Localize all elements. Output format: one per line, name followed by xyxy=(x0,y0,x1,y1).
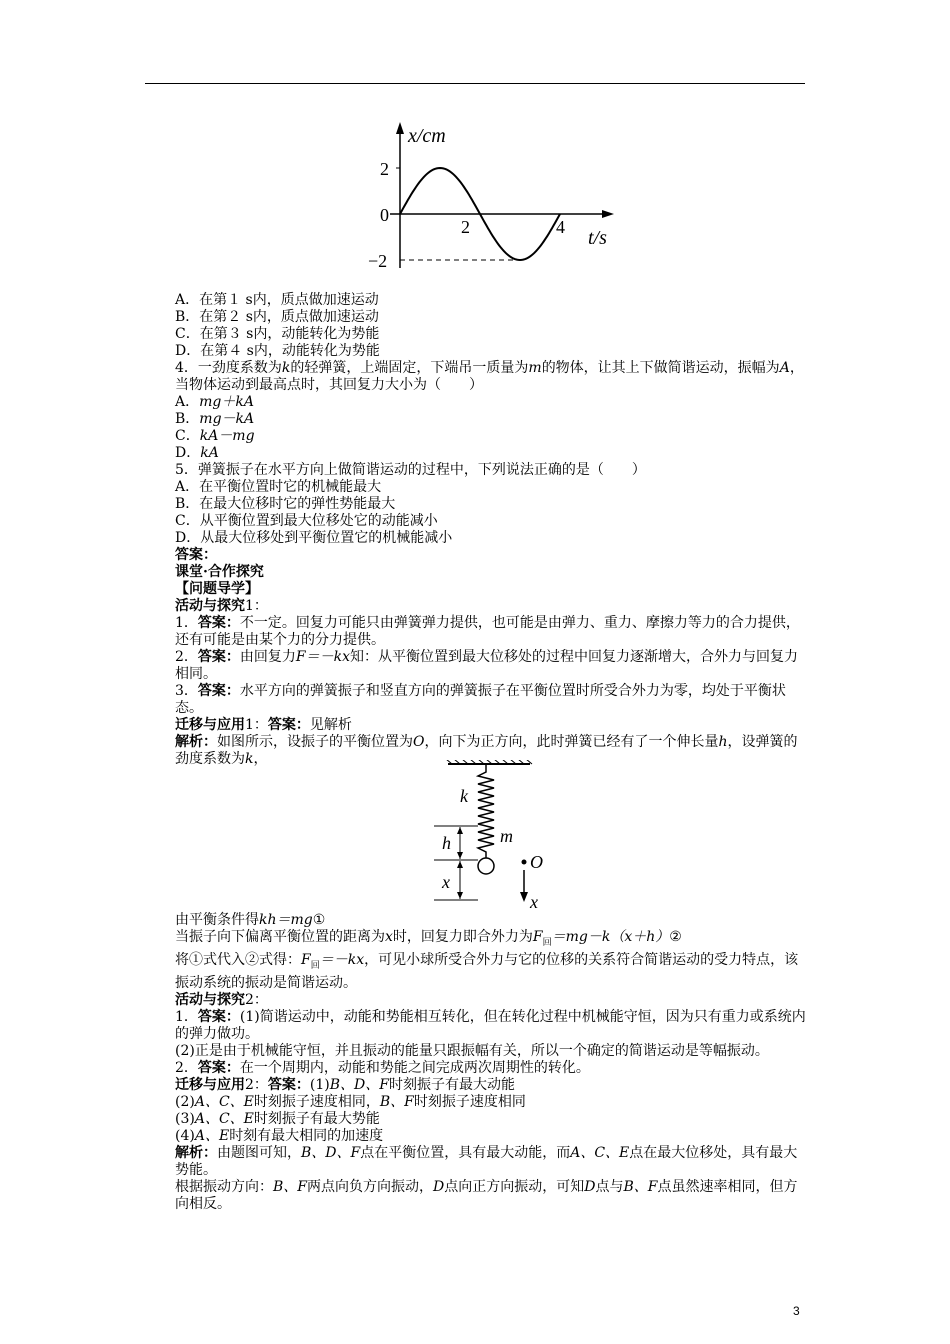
application-2-answer-3: (3)A、C、E时刻振子有最大势能 xyxy=(175,1110,380,1127)
spring-label-x-axis: x xyxy=(530,892,538,910)
derivation-line-2: 当振子向下偏离平衡位置的距离为x时，回复力即合外力为$F_回=mg-k(x+h)②$ xyxy=(175,929,682,948)
x-axis-arrow xyxy=(602,210,614,218)
q5-option-d: D．从最大位移处到平衡位置它的机械能减小 xyxy=(175,530,453,546)
spring-diagram xyxy=(420,760,560,910)
application-1-title: 迁移与应用1：答案：见解析 xyxy=(175,717,352,733)
activity-1-answer-1: 1．答案：不一定。回复力可能只由弹簧弹力提供，也可能是由弹力、重力、摩擦力等力的合力提供，还有可能是由某个力的分力提供。 xyxy=(175,615,800,648)
q5-option-b: B．在最大位移时它的弹性势能最大 xyxy=(175,496,396,512)
application-2-answer-1: 迁移与应用2：答案：(1)B、D、F时刻振子有最大动能 xyxy=(175,1076,515,1093)
option-d: D．在第４ s内，动能转化为势能 xyxy=(175,343,380,359)
x-axis-label: t/s xyxy=(588,227,607,249)
y-axis-arrow xyxy=(396,122,404,134)
option-c: C．在第３ s内，动能转化为势能 xyxy=(175,326,380,342)
spring-label-k: k xyxy=(460,786,468,806)
option-b: B．在第２ s内，质点做加速运动 xyxy=(175,309,379,325)
application-2-analysis-1: 解析：由题图可知，B、D、F点在平衡位置，具有最大动能，而A、C、E点在最大位移处，具有最大势能。 xyxy=(175,1144,798,1178)
x-arrow-up xyxy=(457,861,463,868)
derivation-and-answers xyxy=(175,912,807,1213)
y-axis-label: x/cm xyxy=(408,125,446,147)
activity-2-answer-2: 2．答案：在一个周期内，动能和势能之间完成两次周期性的转化。 xyxy=(175,1059,590,1076)
question-5-stem: 5．弹簧振子在水平方向上做简谐运动的过程中，下列说法正确的是（ ） xyxy=(175,462,646,478)
derivation-line-1: 由平衡条件得kh＝mg① xyxy=(175,912,326,928)
page-number: 3 xyxy=(793,1304,800,1318)
q5-option-c: C．从平衡位置到最大位移处它的动能减小 xyxy=(175,513,438,529)
x-arrow-down xyxy=(457,892,463,899)
activity-1-answer-2: 2．答案：由回复力F＝－kx知：从平衡位置到最大位移处的过程中回复力逐渐增大，合外力与回复力相同。 xyxy=(175,649,799,682)
spring-label-h: h xyxy=(442,833,451,853)
activity-2-answer-1: 1．答案：(1)简谐运动中，动能和势能相互转化，但在转化过程中机械能守恒，因为只有重力或系统内的弹力做功。 xyxy=(175,1008,806,1042)
q4-option-a: A．mg＋kA xyxy=(175,394,254,410)
q4-option-d: D．kA xyxy=(175,445,219,461)
displacement-time-graph xyxy=(360,118,620,278)
answer-heading: 答案： xyxy=(175,547,217,563)
section-title: 课堂·合作探究 xyxy=(175,564,264,580)
spring-label-o: O xyxy=(530,852,543,872)
activity-2-answer-1b: (2)正是由于机械能守恒，并且振动的能量只跟振幅有关，所以一个确定的简谐运动是等幅振动。 xyxy=(175,1042,769,1059)
derivation-line-3: 将①式代入②式得：$F_回=-kx$，可见小球所受合外力与它的位移的关系符合简谐运动的受力特点，该振动系统的振动是简谐运动。 xyxy=(175,951,799,991)
q5-option-a: A．在平衡位置时它的机械能最大 xyxy=(175,479,382,495)
tick-label-neg2: −2 xyxy=(368,251,388,271)
header-rule xyxy=(145,83,805,84)
tick-label-y2: 2 xyxy=(380,159,389,179)
activity-1-title: 活动与探究1： xyxy=(175,598,268,614)
tick-label-0: 0 xyxy=(380,205,389,225)
question-4-stem: 4．一劲度系数为k的轻弹簧，上端固定，下端吊一质量为m的物体，让其上下做简谐运动，振幅为A，当物体运动到最高点时，其回复力大小为（ ） xyxy=(175,360,804,393)
spring-coil xyxy=(478,764,494,860)
tick-label-x2: 2 xyxy=(461,217,470,237)
activity-1-answer-3: 3．答案：水平方向的弹簧振子和竖直方向的弹簧振子在平衡位置时所受合外力为零，均处于平衡状态。 xyxy=(175,683,786,716)
spring-label-x: x xyxy=(442,872,450,892)
question-3-options xyxy=(175,292,807,768)
o-point xyxy=(522,860,527,865)
application-2-answer-2: (2)A、C、E时刻振子速度相同，B、F时刻振子速度相同 xyxy=(175,1093,526,1110)
mass-ball xyxy=(478,858,494,874)
positive-direction-arrowhead xyxy=(520,892,528,902)
application-1-analysis: 解析：如图所示，设振子的平衡位置为O，向下为正方向，此时弹簧已经有了一个伸长量h，设弹簧的劲度系数为k， xyxy=(175,734,798,767)
h-arrow-down xyxy=(457,852,463,859)
spring-label-m: m xyxy=(500,826,513,846)
problem-guide: 【问题导学】 xyxy=(175,581,259,597)
q4-option-b: B．mg－kA xyxy=(175,411,255,427)
activity-2-title: 活动与探究2： xyxy=(175,991,268,1008)
tick-label-x4: 4 xyxy=(556,217,565,237)
sine-curve xyxy=(400,152,460,214)
application-2-analysis-2: 根据振动方向：B、F两点向负方向振动，D点向正方向振动，可知D点与B、F点虽然速率相同，但方向相反。 xyxy=(175,1178,798,1212)
application-2-answer-4: (4)A、E时刻有最大相同的加速度 xyxy=(175,1127,384,1144)
h-arrow-up xyxy=(457,827,463,834)
q4-option-c: C．kA－mg xyxy=(175,428,255,444)
option-a: A．在第１ s内，质点做加速运动 xyxy=(175,292,379,308)
